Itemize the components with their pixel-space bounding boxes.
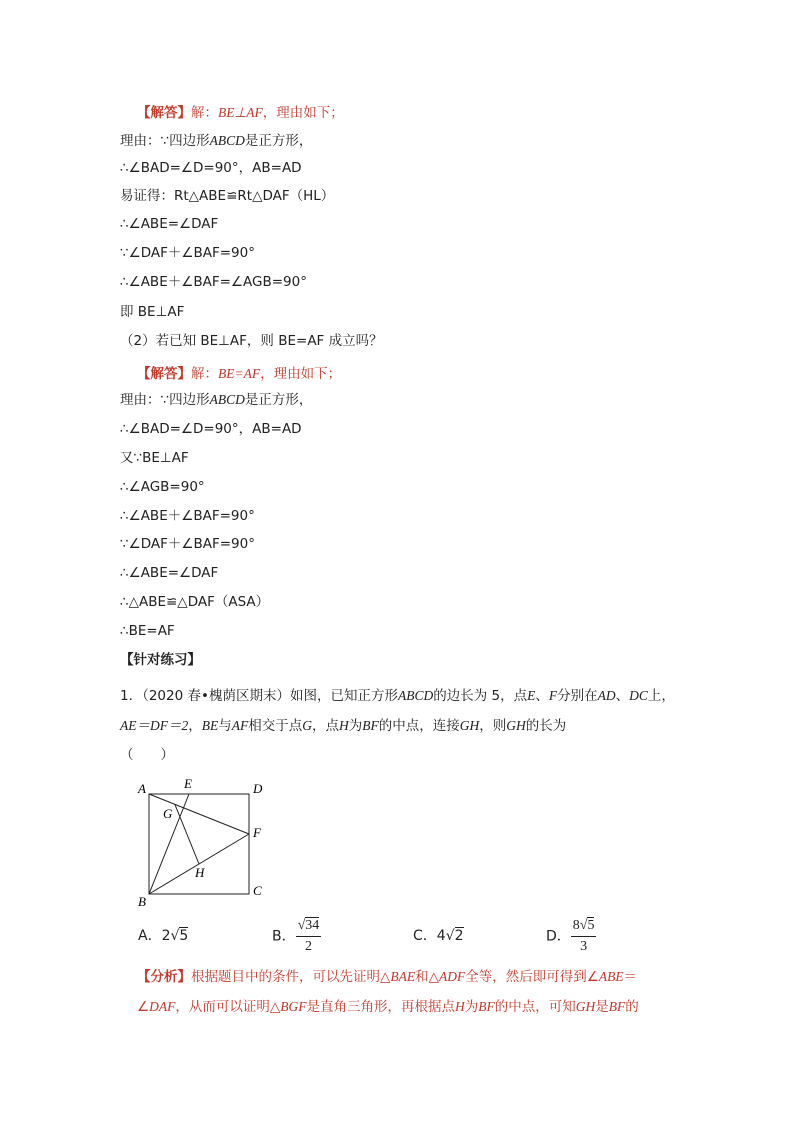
math-term: BF [362, 718, 379, 733]
math-term: AF [231, 718, 249, 733]
math-term: BAE [390, 969, 416, 984]
math-term: BE [201, 718, 219, 733]
solution1-header [137, 103, 344, 123]
solution2-step: ∴△ABE≌△DAF（ASA） [120, 594, 270, 610]
problem-text: 的长为 [525, 718, 567, 734]
solution1-step: ∴∠ABE＋∠BAF=∠AGB=90° [120, 274, 307, 290]
math-term: AD [597, 688, 616, 703]
label-c: C [253, 883, 262, 898]
math-term: GH [459, 718, 480, 733]
option-coef: 2 [161, 928, 171, 944]
math-term: BF [608, 999, 626, 1014]
segment-gh [175, 804, 199, 864]
math-term: F [548, 688, 558, 703]
answer-tag: 【解答】 [137, 366, 191, 382]
option-coef: 4 [436, 928, 446, 944]
label-b: B [138, 894, 146, 909]
solution2-step: ∴∠ABE=∠DAF [120, 565, 219, 581]
label-g: G [163, 806, 173, 821]
math-term: DAF [149, 999, 176, 1014]
solution1-reason [120, 131, 312, 151]
fraction: $\frac{√34}{2}$ [296, 916, 322, 957]
answer-blank: （ ） [120, 747, 174, 763]
label-d: D [253, 781, 263, 796]
problem-text: 的中点，连接 [378, 718, 460, 734]
math-term: ABE [598, 969, 624, 984]
option-d [546, 916, 596, 957]
problem-text: ，点 [312, 718, 339, 734]
solution-claim-tail: ，理由如下； [262, 105, 344, 121]
option-label: D． [546, 928, 571, 945]
analysis-text: 是直角三角形，再根据点 [306, 999, 455, 1015]
analysis-text: 的 [625, 999, 639, 1015]
math-term: ADF [439, 969, 466, 984]
option-b [272, 916, 321, 957]
math-term: GH [506, 718, 526, 733]
solution2-step: ∴∠ABE＋∠BAF=90° [120, 508, 255, 524]
option-label: B． [272, 928, 296, 945]
analysis-tag: 【分析】 [137, 969, 191, 985]
geometry-figure [130, 775, 275, 910]
math-term: BF [478, 999, 495, 1014]
label-a: A [138, 781, 146, 796]
fraction: $\frac{8√5}{3}$ [571, 916, 597, 957]
problem-text: 分别在 [557, 688, 598, 704]
solution-intro: 解： [191, 105, 218, 121]
problem-text: ，则 [479, 718, 507, 734]
math-term: E [527, 688, 536, 703]
analysis-text: 的中点，可知 [494, 999, 576, 1015]
label-f: F [253, 825, 261, 840]
math-term: GH [575, 999, 596, 1014]
solution-claim-tail: ，理由如下； [260, 366, 342, 382]
math-term: H [339, 718, 349, 733]
analysis-text: 根据题目中的条件，可以先证明△ [191, 969, 391, 985]
reason-suffix: 是正方形， [244, 133, 313, 149]
solution-intro: 解： [191, 366, 218, 382]
option-label: A． [138, 928, 162, 944]
problem-text: ， [188, 718, 202, 734]
analysis [137, 962, 680, 1022]
math-term: G [302, 718, 312, 733]
shape-name: ABCD [209, 133, 245, 148]
solution2-step: 又∵BE⊥AF [120, 450, 189, 466]
analysis-text: 全等，然后即可得到∠ [465, 969, 599, 985]
solution-claim: BE=AF [218, 366, 261, 381]
math-term: H [455, 999, 465, 1014]
problem-text: 如图，已知正方形 [289, 688, 398, 704]
option-radicand: 5 [179, 928, 189, 944]
solution2-reason [120, 390, 312, 410]
math-term: BGF [280, 999, 307, 1014]
practice-heading: 【针对练习】 [120, 652, 201, 668]
solution1-step: ∴∠ABE=∠DAF [120, 216, 219, 232]
math-term: AE＝DF＝2 [120, 718, 189, 733]
solution1-step: ∴∠BAD=∠D=90°，AB=AD [120, 160, 302, 176]
analysis-text: 和△ [415, 969, 440, 985]
math-term: ABCD [397, 688, 434, 703]
fraction-denominator: 3 [580, 939, 588, 954]
problem-text: 、 [535, 688, 549, 704]
option-radicand: 2 [454, 928, 464, 944]
shape-name: ABCD [209, 392, 245, 407]
label-e: E [184, 776, 192, 791]
option-label: C． [413, 928, 437, 944]
question-2: （2）若已知 BE⊥AF，则 BE=AF 成立吗？ [120, 333, 383, 349]
reason-prefix: 理由：∵四边形 [120, 392, 210, 408]
problem-text: 相交于点 [248, 718, 303, 734]
option-radicand: 5 [587, 918, 595, 933]
reason-prefix: 理由：∵四边形 [120, 133, 210, 149]
solution-claim: BE⊥AF [218, 105, 263, 120]
solution1-step: ∵∠DAF＋∠BAF=90° [120, 245, 255, 261]
solution1-step: 易证得：Rt△ABE≌Rt△DAF（HL） [120, 188, 335, 204]
problem-source: （2020 春•槐荫区期末） [142, 688, 290, 704]
option-coef: 8 [572, 918, 580, 933]
analysis-text: ，从而可以证明△ [175, 999, 281, 1015]
problem-number: 1． [120, 688, 143, 704]
solution2-step: ∴∠AGB=90° [120, 479, 205, 495]
analysis-text: ＝∠ [137, 969, 638, 1015]
problem-text: 、 [615, 688, 630, 704]
solution1-step: 即 BE⊥AF [120, 304, 185, 320]
answer-tag: 【解答】 [137, 105, 191, 121]
fraction-denominator: 2 [304, 939, 312, 954]
option-a: A．2√5 [138, 928, 189, 944]
label-h: H [195, 865, 205, 880]
solution2-step: ∴BE=AF [120, 623, 175, 639]
math-term: DC [629, 688, 648, 703]
analysis-text: 是 [595, 999, 609, 1015]
solution2-step: ∴∠BAD=∠D=90°，AB=AD [120, 421, 302, 437]
solution2-header [137, 364, 341, 384]
problem-1 [120, 681, 680, 770]
analysis-text: 为 [464, 999, 479, 1015]
option-radicand: 34 [305, 918, 320, 933]
problem-text: 上， [647, 688, 675, 704]
reason-suffix: 是正方形， [244, 392, 313, 408]
option-c: C．4√2 [413, 928, 464, 944]
solution2-step: ∵∠DAF＋∠BAF=90° [120, 536, 255, 552]
problem-text: 为 [348, 718, 363, 734]
problem-text: 的边长为 5，点 [433, 688, 528, 704]
problem-text: 与 [218, 718, 232, 734]
